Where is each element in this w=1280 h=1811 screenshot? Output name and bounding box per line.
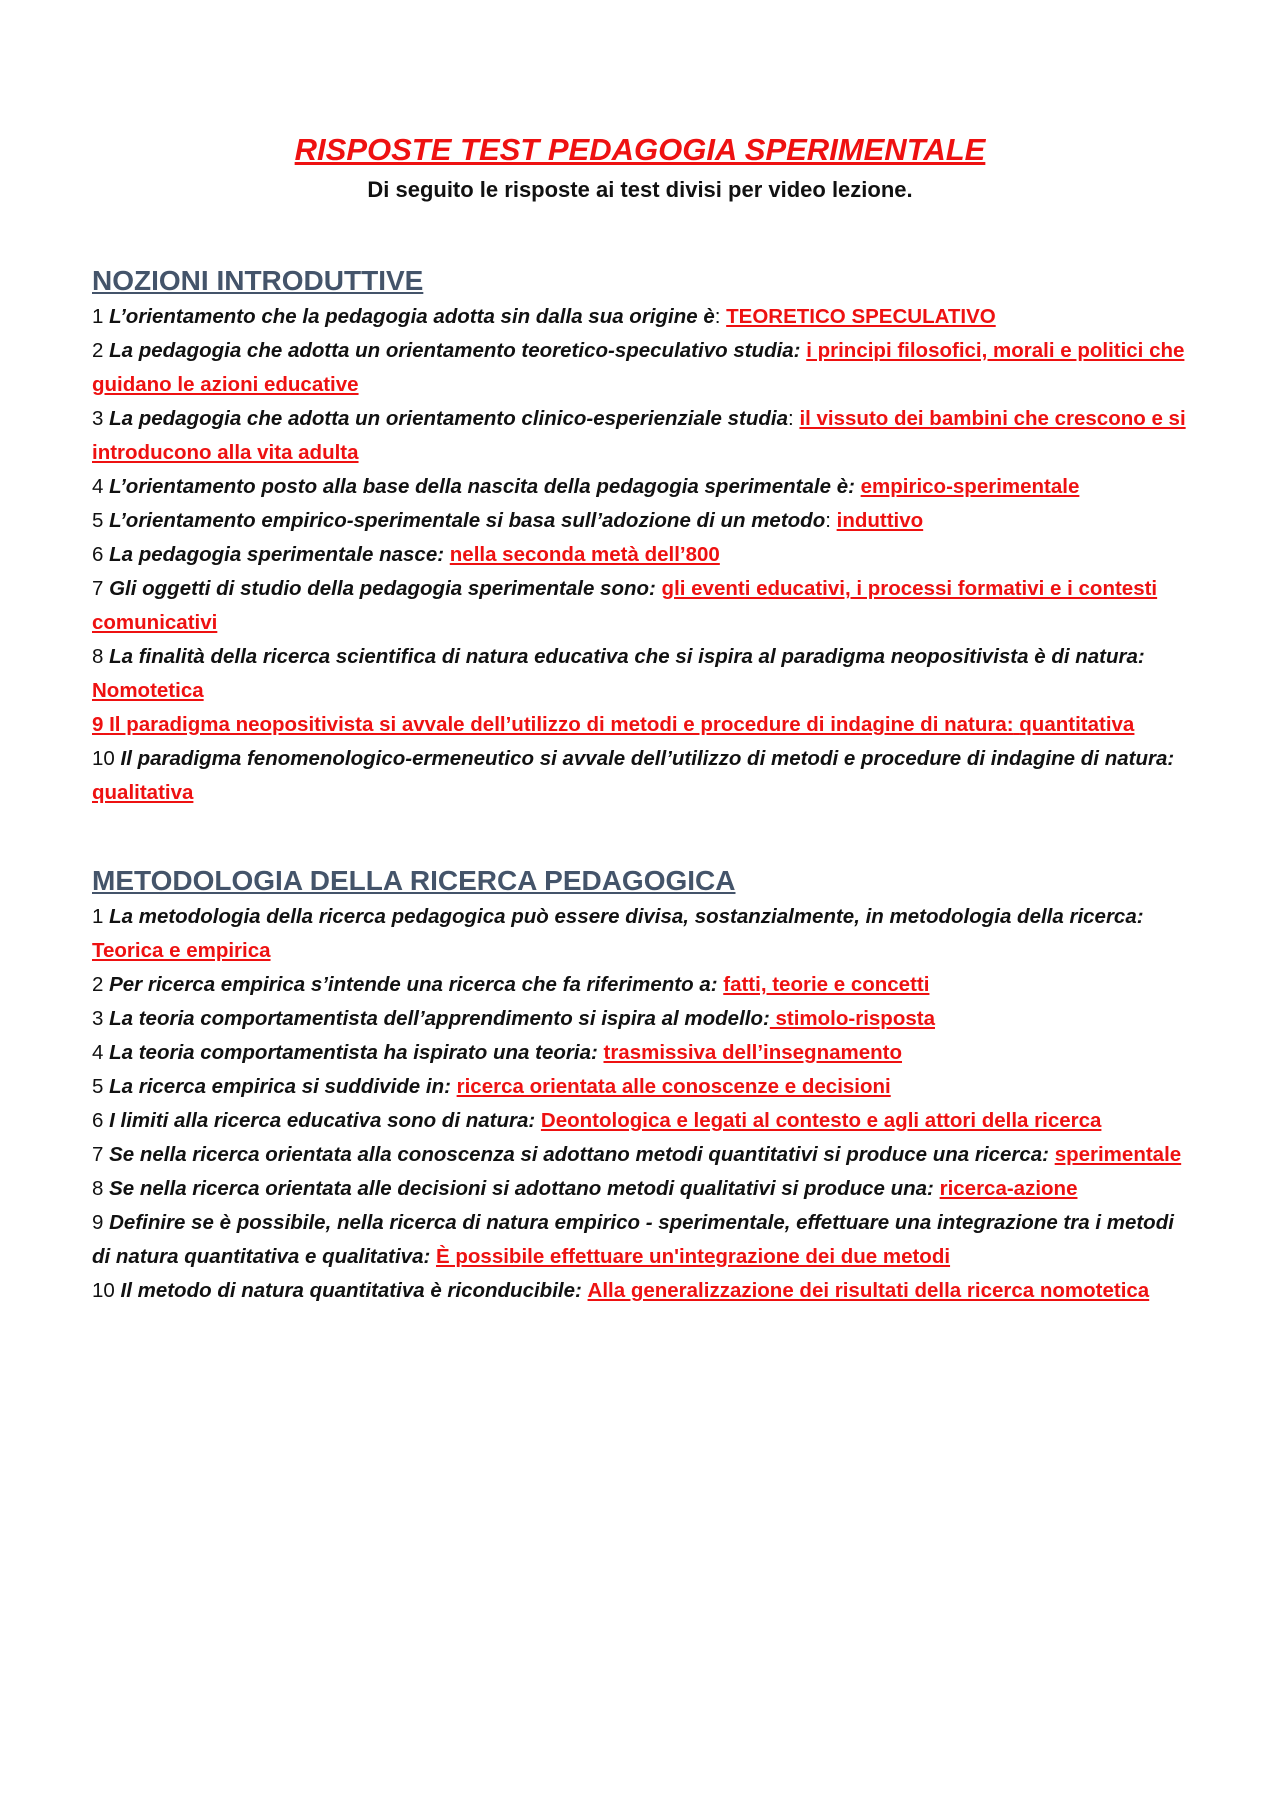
question-number: 4 (92, 475, 104, 498)
question-separator: : (788, 407, 800, 430)
question-number: 4 (92, 1041, 104, 1064)
question-number: 6 (92, 543, 104, 566)
question-separator: : (714, 305, 727, 328)
question-number: 6 (92, 1109, 104, 1132)
answer-text: Teorica e empirica (92, 939, 271, 962)
question-item (92, 300, 1188, 334)
question-item (92, 1206, 1188, 1274)
question-text: La ricerca empirica si suddivide in: (109, 1075, 451, 1098)
question-number: 5 (92, 1075, 104, 1098)
question-number: 9 (92, 713, 104, 736)
question-number: 7 (92, 1143, 104, 1166)
question-number: 3 (92, 1007, 104, 1030)
section-nozioni-introduttive (92, 262, 1188, 810)
question-text: La pedagogia che adotta un orientamento clinico-esperienziale studia (109, 407, 789, 430)
question-item (92, 900, 1188, 968)
question-item (92, 1070, 1188, 1104)
question-item (92, 538, 1188, 572)
question-number: 10 (92, 1279, 115, 1302)
question-item (92, 742, 1188, 810)
question-text: La pedagogia che adotta un orientamento teoretico-speculativo studia: (109, 339, 801, 362)
question-item (92, 1002, 1188, 1036)
answer-text: i principi filosofici, morali e politici che guidano le azioni educative (92, 339, 1185, 396)
question-item (92, 504, 1188, 538)
section-title: NOZIONI INTRODUTTIVE (92, 265, 424, 296)
question-item (92, 1036, 1188, 1070)
answer-text: fatti, teorie e concetti (723, 973, 930, 996)
question-item (92, 1104, 1188, 1138)
answer-text: Deontologica e legati al contesto e agli attori della ricerca (540, 1109, 1102, 1132)
question-separator: : (825, 509, 837, 532)
question-text: L’orientamento empirico-sperimentale si basa sull’adozione di un metodo (109, 509, 826, 532)
question-text: Se nella ricerca orientata alla conoscenza si adottano metodi quantitativi si produce una ricerca: (109, 1143, 1049, 1166)
question-text: Il paradigma neopositivista si avvale dell’utilizzo di metodi e procedure di indagine di natura: (109, 713, 1014, 736)
question-item (92, 334, 1188, 402)
question-text: Gli oggetti di studio della pedagogia sperimentale sono: (109, 577, 656, 600)
question-text: Definire se è possibile, nella ricerca di natura empirico - sperimentale, effettuare una integrazione tra i metodi di natura quantitativa e qualitativa: (92, 1211, 1174, 1268)
question-number: 7 (92, 577, 104, 600)
section-title: METODOLOGIA DELLA RICERCA PEDAGOGICA (92, 865, 736, 896)
answer-text: empirico-sperimentale (860, 475, 1080, 498)
document-title: RISPOSTE TEST PEDAGOGIA SPERIMENTALE (294, 132, 986, 167)
question-item (92, 1172, 1188, 1206)
answer-text: sperimentale (1054, 1143, 1182, 1166)
question-text: La teoria comportamentista ha ispirato una teoria: (109, 1041, 598, 1064)
answer-text: ricerca orientata alle conoscenze e decisioni (456, 1075, 891, 1098)
answer-text: È possibile effettuare un'integrazione dei due metodi (436, 1245, 951, 1268)
question-text: La metodologia della ricerca pedagogica può essere divisa, sostanzialmente, in metodologia della ricerca: (109, 905, 1144, 928)
answer-text: quantitativa (1019, 713, 1135, 736)
question-number: 1 (92, 905, 104, 928)
question-number: 2 (92, 973, 104, 996)
answer-text: qualitativa (92, 781, 194, 804)
question-text: Se nella ricerca orientata alle decisioni si adottano metodi qualitativi si produce una: (109, 1177, 934, 1200)
question-number: 9 (92, 1211, 104, 1234)
question-text: La finalità della ricerca scientifica di natura educativa che si ispira al paradigma neopositivista è di natura: (109, 645, 1145, 668)
question-number: 10 (92, 747, 115, 770)
question-number: 2 (92, 339, 104, 362)
answer-text: trasmissiva dell’insegnamento (603, 1041, 903, 1064)
answer-text: il vissuto dei bambini che crescono e si introducono alla vita adulta (92, 407, 1186, 464)
question-text: L’orientamento posto alla base della nascita della pedagogia sperimentale è: (109, 475, 855, 498)
answer-text: stimolo-risposta (769, 1007, 935, 1030)
question-text: Per ricerca empirica s’intende una ricerca che fa riferimento a: (109, 973, 718, 996)
question-item (92, 402, 1188, 470)
question-item (92, 1274, 1188, 1308)
document-subtitle: Di seguito le risposte ai test divisi per video lezione. (367, 177, 913, 202)
question-number: 8 (92, 1177, 104, 1200)
question-item (92, 572, 1188, 640)
answer-text: Nomotetica (92, 679, 204, 702)
question-item-highlighted (92, 708, 1188, 742)
answer-text: Alla generalizzazione dei risultati della ricerca nomotetica (587, 1279, 1150, 1302)
question-item (92, 968, 1188, 1002)
question-item (92, 470, 1188, 504)
question-number: 8 (92, 645, 104, 668)
question-text: Il paradigma fenomenologico-ermeneutico si avvale dell’utilizzo di metodi e procedure di indagine di natura: (120, 747, 1175, 770)
section-metodologia-ricerca (92, 862, 1188, 1308)
question-text: I limiti alla ricerca educativa sono di natura: (109, 1109, 536, 1132)
answer-text: TEORETICO SPECULATIVO (726, 305, 996, 328)
question-item (92, 1138, 1188, 1172)
question-text: La pedagogia sperimentale nasce: (109, 543, 445, 566)
question-number: 3 (92, 407, 104, 430)
answer-text: gli eventi educativi, i processi formativi e i contesti comunicativi (92, 577, 1158, 634)
question-number: 1 (92, 305, 104, 328)
question-text: La teoria comportamentista dell’apprendimento si ispira al modello: (109, 1007, 770, 1030)
question-text: Il metodo di natura quantitativa è riconducibile: (120, 1279, 582, 1302)
answer-text: ricerca-azione (939, 1177, 1078, 1200)
question-number: 5 (92, 509, 104, 532)
question-text: L’orientamento che la pedagogia adotta sin dalla sua origine è (109, 305, 715, 328)
question-item (92, 640, 1188, 708)
answer-text: nella seconda metà dell’800 (449, 543, 720, 566)
answer-text: induttivo (836, 509, 924, 532)
